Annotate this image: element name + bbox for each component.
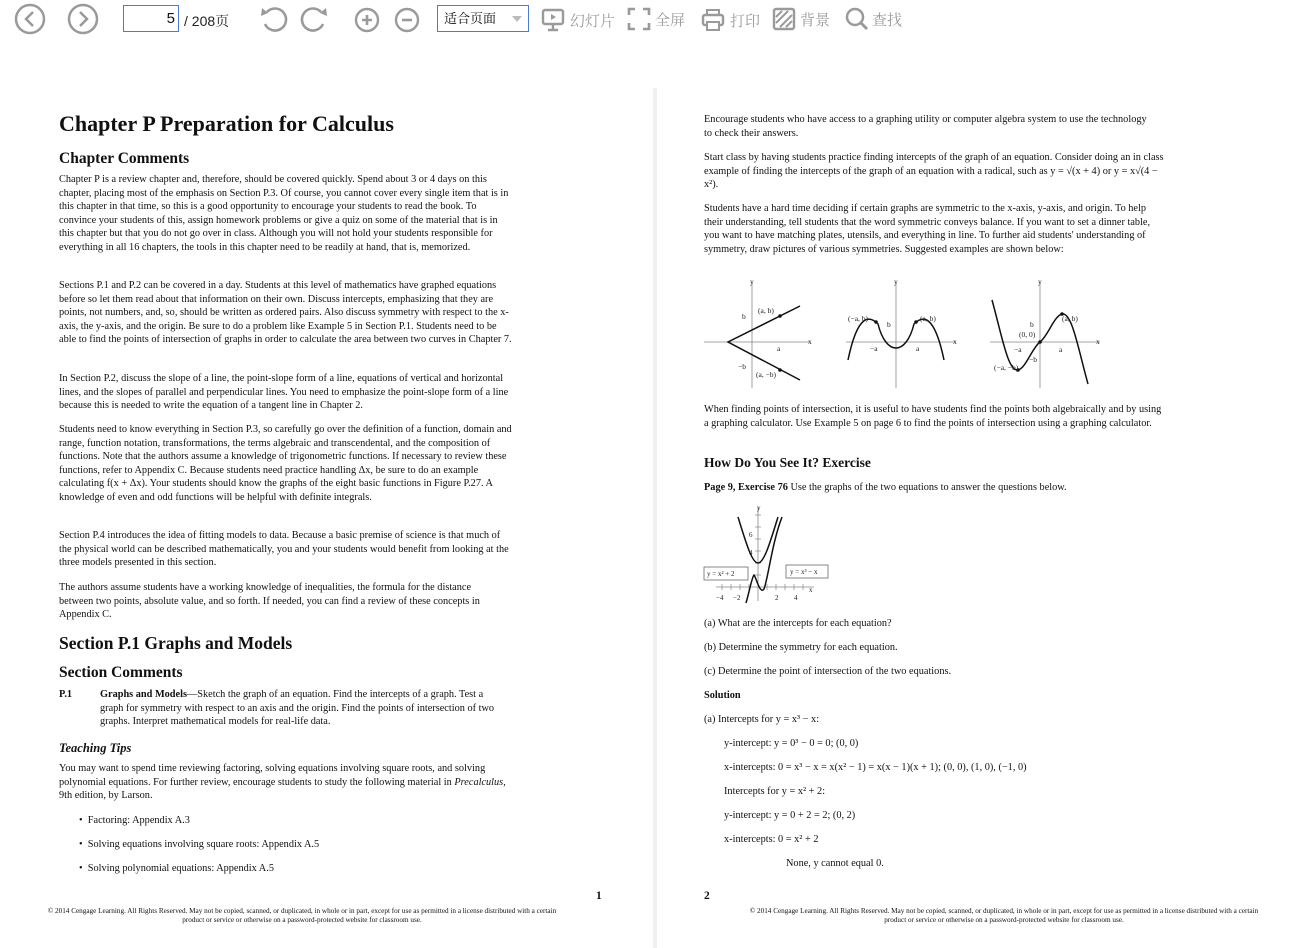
point-label: (−a, b) <box>848 314 869 323</box>
paragraph: Section P.4 introduces the idea of fitting models to data. Because a basic premise of science is that much of the physical world can be described mathematically, you and your students would benefit from looking at the three models presented in this section. <box>59 530 509 569</box>
page-total-label: / 208页 <box>184 13 230 29</box>
zoom-select-value: 适合页面 <box>444 11 497 26</box>
tick-label: a <box>1059 345 1063 354</box>
tick-label: 2 <box>775 594 779 602</box>
page-number: 1 <box>596 890 602 902</box>
list-item-text: Solving equations involving square roots: Appendix A.5 <box>87 839 320 850</box>
exercise-graph <box>702 503 834 605</box>
tick-label: 4 <box>794 594 798 602</box>
paragraph: Sections P.1 and P.2 can be covered in a day. Students at this level of mathematics have graphed equations before so let them read about that information on their own. Discuss intercepts, emphasizing that they are points, not numbers, and, so, should be written as ordered pairs. Also discuss symmetry with respect to the x-axis, the y-axis, and the origin. Be sure to do a problem like Example 5 in Section P.1. Students need to be able to find the points of intersection of graphs in order to calculate the area between two curves in Chapter 7. <box>59 280 512 346</box>
fullscreen-label: 全屏 <box>655 11 686 29</box>
book-title: Precalculus <box>454 776 504 788</box>
solution-line: y-intercept: y = 0 + 2 = 2; (0, 2) <box>724 810 856 821</box>
paragraph: The authors assume students have a working knowledge of inequalities, the formula for the distance between two points, absolute value, and so forth. If needed, you can find a review of these concepts in Appendix C. <box>59 582 480 621</box>
question-b: (b) Determine the symmetry for each equation. <box>704 642 898 653</box>
equation-label: y = x³ − x <box>790 568 818 576</box>
tick-label: 6 <box>749 531 753 539</box>
tick-label: −b <box>738 362 746 371</box>
point-label: (a, b) <box>758 306 774 315</box>
exercise-label: Page 9, Exercise 76 <box>704 482 788 493</box>
point-label: (a, −b) <box>756 370 777 379</box>
objective-label: P.1 <box>59 689 73 700</box>
objective-title: Graphs and Models <box>100 689 187 700</box>
paragraph: Encourage students who have access to a graphing utility or computer algebra system to use the technology to check their answers. <box>704 114 1147 139</box>
symmetry-figures <box>700 276 1150 392</box>
solution-heading: Solution <box>704 690 741 701</box>
paragraph: When finding points of intersection, it is useful to have students find the points both algebraically and by using a graphing calculator. Use Example 5 on page 6 to find the points of intersection using a graphing calculator. <box>704 404 1162 429</box>
tick-label: −2 <box>733 594 741 602</box>
list-item-text: Solving polynomial equations: Appendix A.5 <box>87 863 274 874</box>
point-label: (0, 0) <box>1019 330 1036 339</box>
axis-label: y <box>757 504 761 512</box>
point-label: (a, b) <box>920 314 936 323</box>
paragraph: Chapter P is a review chapter and, therefore, should be covered quickly. Spend about 3 or 4 days on this chapter, placing most of the emphasis on Section P.3. Of course, you cannot cover every single item that is in this chapter in that time, so this is a good opportunity to encourage your students to read the book. To convince your students of this, assign homework problems or give a quiz on some of the material that is in this chapter but that you do not go over in class. Although you will not hold your students responsible for everything in all 16 chapters, the tools in this chapter need to be readily at hand, that is, memorized. <box>59 174 509 253</box>
section-title: Section P.1 Graphs and Models <box>59 633 293 653</box>
tips-text: You may want to spend time reviewing factoring, solving equations involving square roots, and solving polynomial equations. For further review, encourage students to study the following material in <box>59 763 486 788</box>
solution-line: x-intercepts: 0 = x³ − x = x(x² − 1) = x(x − 1)(x + 1); (0, 0), (1, 0), (−1, 0) <box>724 762 1027 773</box>
list-item-text: Factoring: Appendix A.3 <box>87 815 190 826</box>
teaching-tips-heading: Teaching Tips <box>59 741 132 755</box>
paragraph: In Section P.2, discuss the slope of a line, the point-slope form of a line, equations of vertical and horizontal lines, and the slopes of parallel and perpendicular lines. You need to emphasize the point-slope form of a line because this is needed to write the equation of a tangent line in Chapter 2. <box>59 373 509 412</box>
chapter-title: Chapter P Preparation for Calculus <box>59 111 394 136</box>
axis-label: x <box>809 586 813 594</box>
list-item: • Solving polynomial equations: Appendix A.5 <box>79 863 274 874</box>
list-item: • Solving equations involving square roots: Appendix A.5 <box>79 839 320 850</box>
axis-label: y <box>1038 277 1042 286</box>
page-number-input[interactable]: 5 <box>123 5 179 32</box>
paragraph: Students need to know everything in Section P.3, so carefully go over the definition of a function, domain and range, function notation, transformations, the terms algebraic and transcendental, and the composition of functions. Note that the authors assume a knowledge of trigonometric functions. If necessary to review these functions, refer to Appendix C. Because students need practice handling Δx, be sure to do an example calculating f(x + Δx). Your students should know the graphs of the eight basic functions in Figure P.27. A knowledge of even and odd functions will be helpful with definite integrals. <box>59 424 512 503</box>
question-c: (c) Determine the point of intersection of the two equations. <box>704 666 952 677</box>
print-label: 打印 <box>730 12 761 30</box>
exercise-text: Use the graphs of the two equations to answer the questions below. <box>787 482 1067 493</box>
equation-label: y = x² + 2 <box>707 570 735 578</box>
tips-text: , 9th edition, by Larson. <box>59 776 506 802</box>
tick-label: −a <box>1014 345 1022 354</box>
solution-line: None, y cannot equal 0. <box>786 858 884 869</box>
axis-label: y <box>894 277 898 286</box>
chapter-comments-heading: Chapter Comments <box>59 150 190 167</box>
objective-description: —Sketch the graph of an equation. Find the intercepts of a graph. Test a graph for symmetry with respect to an axis and the origin. Find the points of intersection of two graphs. Interpret mathematical models for real-life data. <box>100 689 495 728</box>
find-label: 查找 <box>872 11 903 29</box>
axis-label: x <box>953 337 957 346</box>
point-label: (−a, −b) <box>994 363 1019 372</box>
tick-label: 4 <box>749 549 753 557</box>
how-heading: How Do You See It? Exercise <box>704 455 871 470</box>
page-number: 2 <box>704 890 710 902</box>
copyright-footer: © 2014 Cengage Learning. All Rights Reserved. May not be copied, scanned, or duplicated, in whole or in part, except for use as permitted in a license distributed with a certain product or service or otherwise on a password-protected website for classroom use. <box>47 907 557 924</box>
axis-label: y <box>750 277 754 286</box>
solution-line: Intercepts for y = x² + 2: <box>724 786 826 797</box>
axis-label: x <box>808 337 812 346</box>
solution-line: (a) Intercepts for y = x³ − x: <box>704 714 820 725</box>
section-comments-heading: Section Comments <box>59 664 183 681</box>
axis-label: x <box>1096 337 1100 346</box>
tick-label: −4 <box>716 594 724 602</box>
point-label: (a, b) <box>1062 314 1078 323</box>
slideshow-label: 幻灯片 <box>570 12 616 30</box>
question-a: (a) What are the intercepts for each equation? <box>704 618 892 629</box>
list-item: • Factoring: Appendix A.3 <box>79 815 190 826</box>
tick-label: b <box>742 312 746 321</box>
background-label: 背景 <box>800 11 831 29</box>
paragraph: Students have a hard time deciding if certain graphs are symmetric to the x-axis, y-axis, and origin. To help their understanding, tell students that the word symmetric conveys balance. If you want to set a dinner table, you want to have matching plates, utensils, and everything in line. To further aid students' understanding of symmetry, draw pictures of various symmetries. Suggested examples are shown below: <box>704 203 1151 255</box>
tick-label: −b <box>1029 355 1037 364</box>
tick-label: a <box>777 344 781 353</box>
tick-label: b <box>1030 320 1034 329</box>
solution-line: y-intercept: y = 0³ − 0 = 0; (0, 0) <box>724 738 859 749</box>
copyright-footer: © 2014 Cengage Learning. All Rights Reserved. May not be copied, scanned, or duplicated, in whole or in part, except for use as permitted in a license distributed with a certain product or service or otherwise on a password-protected website for classroom use. <box>749 907 1259 924</box>
paragraph: Start class by having students practice finding intercepts of the graph of an equation. Consider doing an in class example of finding the intercepts of the graph of an equation with a radical, such as y = √(x + 4) or y = x√(4 − x²). <box>704 152 1164 191</box>
tick-label: −a <box>870 344 878 353</box>
exercise-line <box>704 481 1164 495</box>
tick-label: a <box>916 344 920 353</box>
solution-line: x-intercepts: 0 = x² + 2 <box>724 834 819 845</box>
tick-label: b <box>887 320 891 329</box>
